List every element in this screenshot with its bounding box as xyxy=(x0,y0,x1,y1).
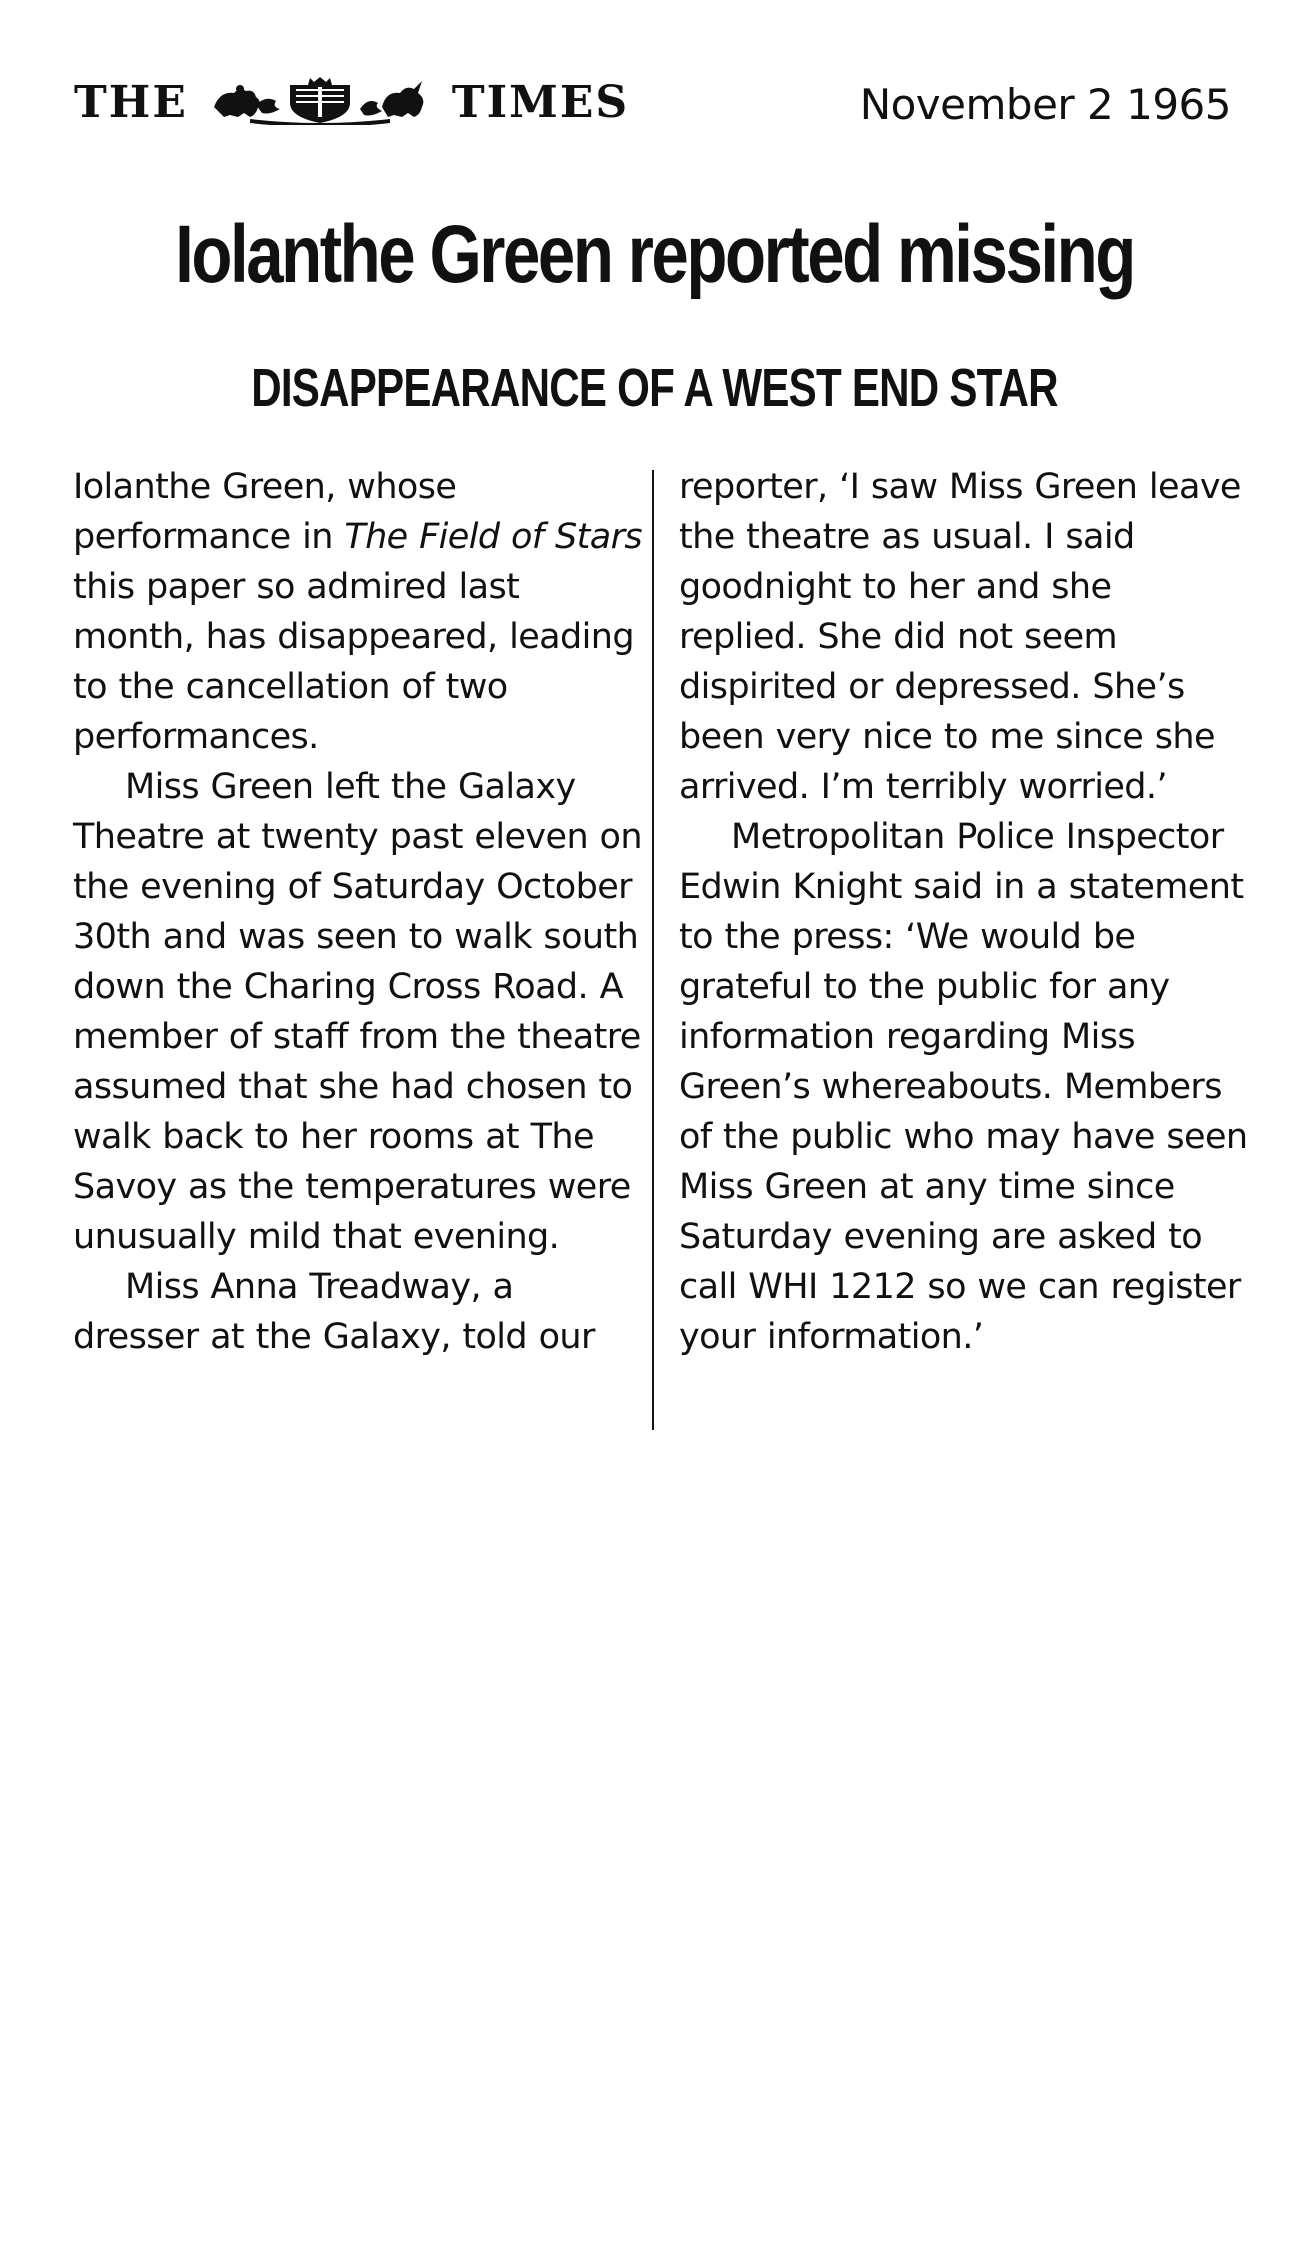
article-paragraph-continued: reporter, ‘I saw Miss Green leave the theatre as usual. I said goodnight to her and she replied. She did not seem dispirited or depressed. She’s been very nice to me since she arrived. I’m terribly worried.’ xyxy=(679,467,1241,807)
article-paragraph: Miss Green left the Galaxy Theatre at twenty past eleven on the evening of Saturday October 30th and was seen to walk south down the Charing Cross Road. A member of staff from the theatre assumed that she had chosen to walk back to her rooms at The Savoy as the temperatures were unusually mild that evening. xyxy=(73,767,642,1257)
column-divider xyxy=(652,470,654,1430)
play-title: The Field of Stars xyxy=(344,517,643,557)
article-paragraph xyxy=(73,462,643,762)
article-paragraph-split: Miss Anna Treadway, a dresser at the Galaxy, told our xyxy=(73,1267,595,1357)
article-paragraph: Metropolitan Police Inspector Edwin Knight said in a statement to the press: ‘We would be grateful to the public for any information regarding Miss Green’s whereabouts. Members of the public who may have seen Miss Green at any time since Saturday evening are asked to call WHI 1212 so we can register your information.’ xyxy=(679,817,1248,1357)
masthead xyxy=(74,78,629,128)
royal-coat-of-arms-icon xyxy=(210,77,430,130)
article-headline: Iolanthe Green reported missing xyxy=(175,209,1134,300)
article-column-right xyxy=(679,462,1249,1362)
article-column-left xyxy=(73,462,643,1362)
publication-date: November 2 1965 xyxy=(859,80,1231,129)
masthead-the: THE xyxy=(74,77,188,128)
paragraph-text: this paper so admired last month, has disappeared, leading to the cancellation of two performances. xyxy=(73,567,634,757)
masthead-times: TIMES xyxy=(451,77,630,128)
paragraph-text: Iolanthe Green, whose performance in xyxy=(73,467,457,557)
article-subheadline: DISAPPEARANCE OF A WEST END STAR xyxy=(251,358,1058,418)
